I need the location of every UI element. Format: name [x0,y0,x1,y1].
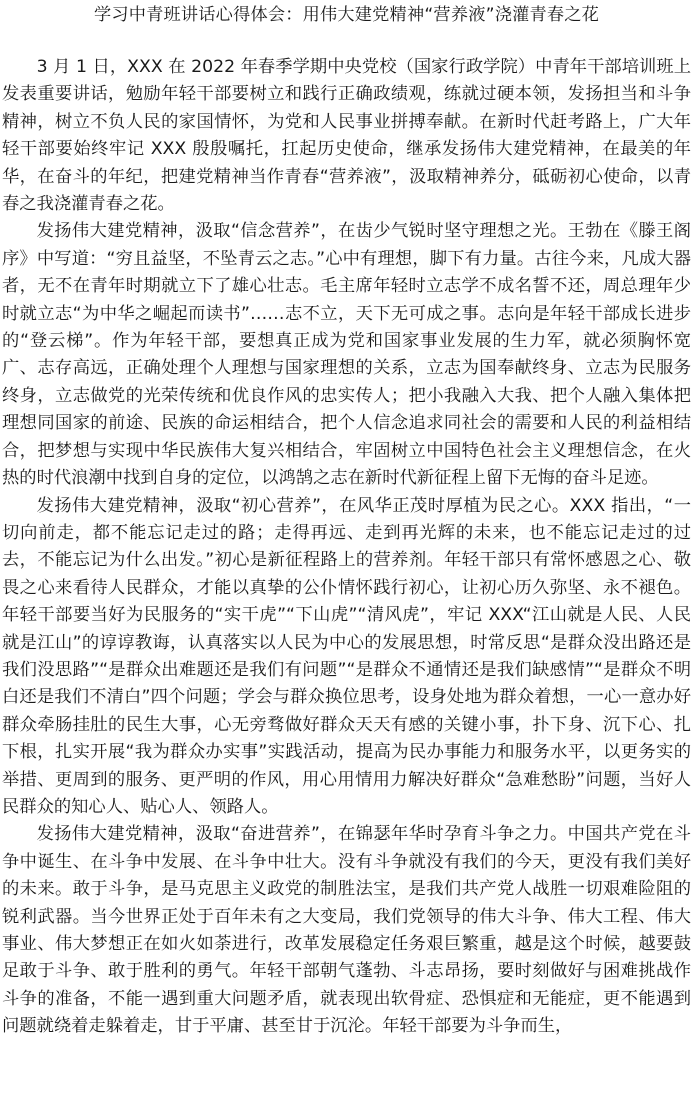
paragraph: 发扬伟大建党精神，汲取“信念营养”，在齿少气锐时坚守理想之光。王勃在《滕王阁序》中写道：“穷且益坚，不坠青云之志。”心中有理想，脚下有力量。古往今来，凡成大器者，无不在青年时期就立下了雄心壮志。毛主席年轻时立志学不成名誓不还，周总理年少时就立志“为中华之崛起而读书”……志不立，天下无可成之事。志向是年轻干部成长进步的“登云梯”。作为年轻干部，要想真正成为党和国家事业发展的生力军，就必须胸怀宽广、志存高远，正确处理个人理想与国家理想的关系，立志为国奉献终身、立志为民服务终身，立志做党的光荣传统和优良作风的忠实传人；把小我融入大我、把个人融入集体把理想同国家的前途、民族的命运相结合，把个人信念追求同社会的需要和人民的利益相结合，把梦想与实现中华民族伟大复兴相结合，牢固树立中国特色社会主义理想信念，在火热的时代浪潮中找到自身的定位，以鸿鹄之志在新时代新征程上留下无悔的奋斗足迹。 [2,221,691,489]
paragraph: 发扬伟大建党精神，汲取“初心营养”，在风华正茂时厚植为民之心。XXX 指出，“一切向前走，都不能忘记走过的路；走得再远、走到再光辉的未来，也不能忘记走过的过去，不能忘记为什么出发。”初心是新征程路上的营养剂。年轻干部只有常怀感恩之心、敬畏之心来看待人民群众，才能以真挚的公仆情怀践行初心，让初心历久弥坚、永不褪色。年轻干部要当好为民服务的“实干虎”“下山虎”“清风虎”，牢记 XXX“江山就是人民、人民就是江山”的谆谆教诲，认真落实以人民为中心的发展思想，时常反思“是群众没出路还是我们没思路”“是群众出难题还是我们有问题”“是群众不通情还是我们缺感情”“是群众不明白还是我们不清白”四个问题；学会与群众换位思考，设身处地为群众着想，一心一意办好群众牵肠挂肚的民生大事，心无旁骛做好群众天天有感的关键小事，扑下身、沉下心、扎下根，扎实开展“我为群众办实事”实践活动，提高为民办事能力和服务水平，以更务实的举措、更周到的服务、更严明的作风，用心用情用力解决好群众“急难愁盼”问题，当好人民群众的知心人、贴心人、领路人。 [2,495,691,817]
paragraph: 3 月 1 日，XXX 在 2022 年春季学期中央党校（国家行政学院）中青年干部培训班上发表重要讲话，勉励年轻干部要树立和践行正确政绩观，练就过硬本领，发扬担当和斗争精神，树立不负人民的家国情怀，为党和人民事业拼搏奉献。在新时代赶考路上，广大年轻干部要始终牢记 XXX 殷殷嘱托，扛起历史使命，继承发扬伟大建党精神，在最美的年华，在奋斗的年纪，把建党精神当作青春“营养液”，汲取精神养分，砥砺初心使命，以青春之我浇灌青春之花。 [2,57,691,215]
paragraph: 发扬伟大建党精神，汲取“奋进营养”，在锦瑟年华时孕育斗争之力。中国共产党在斗争中诞生、在斗争中发展、在斗争中壮大。没有斗争就没有我们的今天，更没有我们美好的未来。敢于斗争，是马克思主义政党的制胜法宝，是我们共产党人战胜一切艰难险阻的锐利武器。当今世界正处于百年未有之大变局，我们党领导的伟大斗争、伟大工程、伟大事业、伟大梦想正在如火如荼进行，改革发展稳定任务艰巨繁重，越是这个时候，越要鼓足敢于斗争、敢于胜利的勇气。年轻干部朝气蓬勃、斗志昂扬，要时刻做好与困难挑战作斗争的准备，不能一遇到重大问题矛盾，就表现出软骨症、恐惧症和无能症，更不能遇到问题就绕着走躲着走，甘于平庸、甚至甘于沉沦。年轻干部要为斗争而生， [2,824,691,1037]
page-title: 学习中青班讲话心得体会：用伟大建党精神“营养液”浇灌青春之花 [93,5,600,25]
